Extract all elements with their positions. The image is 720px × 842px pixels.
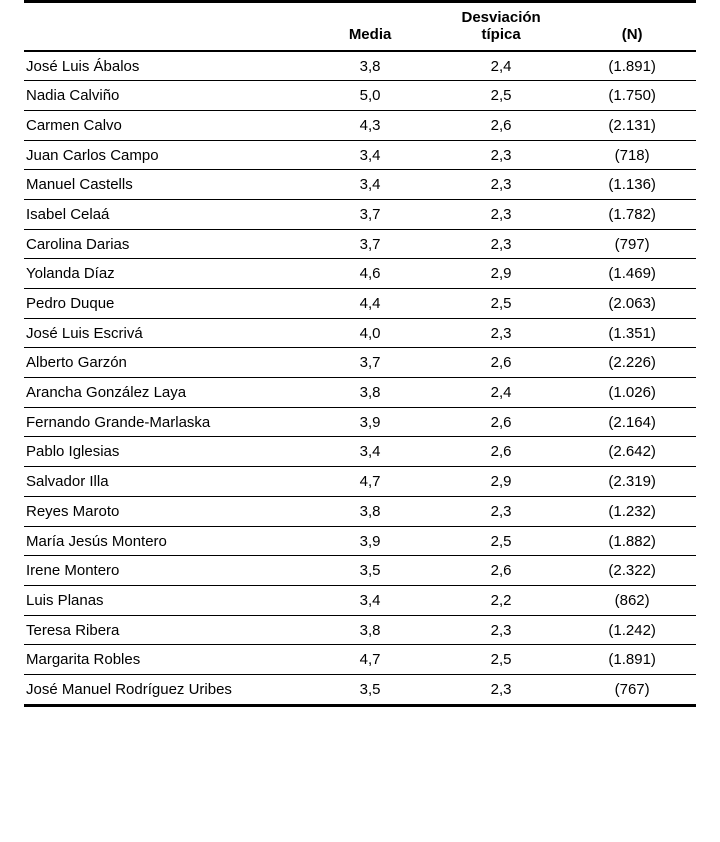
cell-sd: 2,3 (434, 199, 568, 229)
table-row (24, 229, 696, 259)
table-row (24, 585, 696, 615)
cell-name: Fernando Grande-Marlaska (24, 407, 306, 437)
cell-mean: 3,8 (306, 378, 434, 408)
cell-n: (2.164) (568, 407, 696, 437)
cell-n: (2.322) (568, 556, 696, 586)
cell-n: (1.469) (568, 259, 696, 289)
cell-n: (1.026) (568, 378, 696, 408)
cell-sd: 2,9 (434, 259, 568, 289)
cell-mean: 4,7 (306, 645, 434, 675)
column-header-name (24, 3, 306, 50)
cell-mean: 3,7 (306, 229, 434, 259)
table-row (24, 110, 696, 140)
cell-sd: 2,6 (434, 437, 568, 467)
table-bottom-rule (24, 705, 696, 707)
table-row (24, 526, 696, 556)
cell-name: Alberto Garzón (24, 348, 306, 378)
rule-cell (24, 705, 306, 707)
cell-mean: 4,7 (306, 467, 434, 497)
cell-n: (1.351) (568, 318, 696, 348)
cell-n: (1.136) (568, 170, 696, 200)
table-row (24, 645, 696, 675)
cell-n: (1.891) (568, 51, 696, 81)
cell-sd: 2,5 (434, 526, 568, 556)
cell-name: Isabel Celaá (24, 199, 306, 229)
cell-n: (1.882) (568, 526, 696, 556)
column-header-n: (N) (621, 26, 643, 44)
cell-n: (718) (568, 140, 696, 170)
table-row (24, 467, 696, 497)
cell-name: Teresa Ribera (24, 615, 306, 645)
cell-name: Manuel Castells (24, 170, 306, 200)
cell-sd: 2,5 (434, 289, 568, 319)
cell-n: (797) (568, 229, 696, 259)
cell-n: (767) (614, 680, 650, 698)
table-row (24, 289, 696, 319)
cell-name: José Luis Escrivá (24, 318, 306, 348)
cell-sd: 2,3 (434, 615, 568, 645)
cell-sd: 2,6 (434, 556, 568, 586)
table-row (24, 615, 696, 645)
cell-n: (1.891) (568, 645, 696, 675)
cell-n: (1.782) (568, 199, 696, 229)
cell-name: Margarita Robles (24, 645, 306, 675)
cell-name: Carmen Calvo (24, 110, 306, 140)
column-header-sd-line1: Desviación (461, 9, 541, 26)
cell-name: María Jesús Montero (24, 526, 306, 556)
cell-sd: 2,4 (434, 378, 568, 408)
cell-mean: 3,9 (306, 526, 434, 556)
cell-sd: 2,3 (434, 170, 568, 200)
table-row (24, 348, 696, 378)
cell-sd: 2,4 (434, 51, 568, 81)
cell-sd: 2,6 (434, 110, 568, 140)
table-row (24, 407, 696, 437)
table-row (24, 81, 696, 111)
cell-mean: 3,5 (359, 680, 381, 698)
cell-sd: 2,3 (490, 680, 512, 698)
cell-mean: 3,7 (306, 348, 434, 378)
cell-n: (2.226) (568, 348, 696, 378)
cell-n: (2.131) (568, 110, 696, 140)
cell-mean: 3,4 (306, 437, 434, 467)
cell-n: (2.642) (568, 437, 696, 467)
cell-sd: 2,3 (434, 318, 568, 348)
cell-sd: 2,3 (434, 140, 568, 170)
rule-cell (306, 705, 434, 707)
cell-mean: 4,0 (306, 318, 434, 348)
cell-name: Reyes Maroto (24, 496, 306, 526)
cell-name: Luis Planas (24, 585, 306, 615)
column-header-sd-line2: típica (481, 26, 521, 44)
ministers-ratings-table (24, 0, 696, 707)
cell-mean: 3,8 (306, 615, 434, 645)
table-row (24, 51, 696, 81)
cell-n: (1.242) (568, 615, 696, 645)
cell-name: José Luis Ábalos (24, 51, 306, 81)
table-row (24, 556, 696, 586)
cell-sd: 2,6 (434, 407, 568, 437)
column-header-sd (434, 3, 568, 50)
table-row (24, 259, 696, 289)
cell-sd: 2,9 (434, 467, 568, 497)
rule-cell (434, 705, 568, 707)
cell-name: Arancha González Laya (24, 378, 306, 408)
cell-mean: 3,5 (306, 556, 434, 586)
cell-sd: 2,5 (434, 81, 568, 111)
cell-mean: 4,4 (306, 289, 434, 319)
cell-name: Pablo Iglesias (24, 437, 306, 467)
cell-name: Juan Carlos Campo (24, 140, 306, 170)
cell-mean: 4,6 (306, 259, 434, 289)
cell-sd: 2,6 (434, 348, 568, 378)
table-row (24, 170, 696, 200)
cell-mean: 3,4 (306, 170, 434, 200)
cell-sd: 2,3 (434, 496, 568, 526)
cell-mean: 3,8 (306, 496, 434, 526)
cell-name: Yolanda Díaz (24, 259, 306, 289)
cell-mean: 3,4 (306, 140, 434, 170)
cell-mean: 3,8 (306, 51, 434, 81)
table-row (24, 378, 696, 408)
cell-name: Pedro Duque (24, 289, 306, 319)
rule-cell (568, 705, 696, 707)
cell-n: (1.750) (568, 81, 696, 111)
table-footer (24, 705, 696, 707)
cell-name: Irene Montero (24, 556, 306, 586)
cell-name: Nadia Calviño (24, 81, 306, 111)
cell-mean: 3,7 (306, 199, 434, 229)
column-header-mean: Media (348, 26, 392, 44)
cell-n: (2.063) (568, 289, 696, 319)
cell-name: José Manuel Rodríguez Uribes (26, 680, 232, 698)
cell-n: (1.232) (568, 496, 696, 526)
cell-sd: 2,5 (434, 645, 568, 675)
cell-mean: 3,4 (306, 585, 434, 615)
cell-mean: 3,9 (306, 407, 434, 437)
cell-n: (2.319) (568, 467, 696, 497)
table-row (24, 199, 696, 229)
cell-sd: 2,3 (434, 229, 568, 259)
table-row (24, 437, 696, 467)
table-row (24, 318, 696, 348)
cell-n: (862) (568, 585, 696, 615)
cell-sd: 2,2 (434, 585, 568, 615)
column-headers-row (24, 3, 696, 50)
table-row (24, 496, 696, 526)
cell-name: Salvador Illa (24, 467, 306, 497)
cell-mean: 4,3 (306, 110, 434, 140)
cell-name: Carolina Darias (24, 229, 306, 259)
cell-mean: 5,0 (306, 81, 434, 111)
table-row (24, 674, 696, 705)
table-header (24, 2, 696, 51)
table-row (24, 140, 696, 170)
table-body (24, 51, 696, 706)
